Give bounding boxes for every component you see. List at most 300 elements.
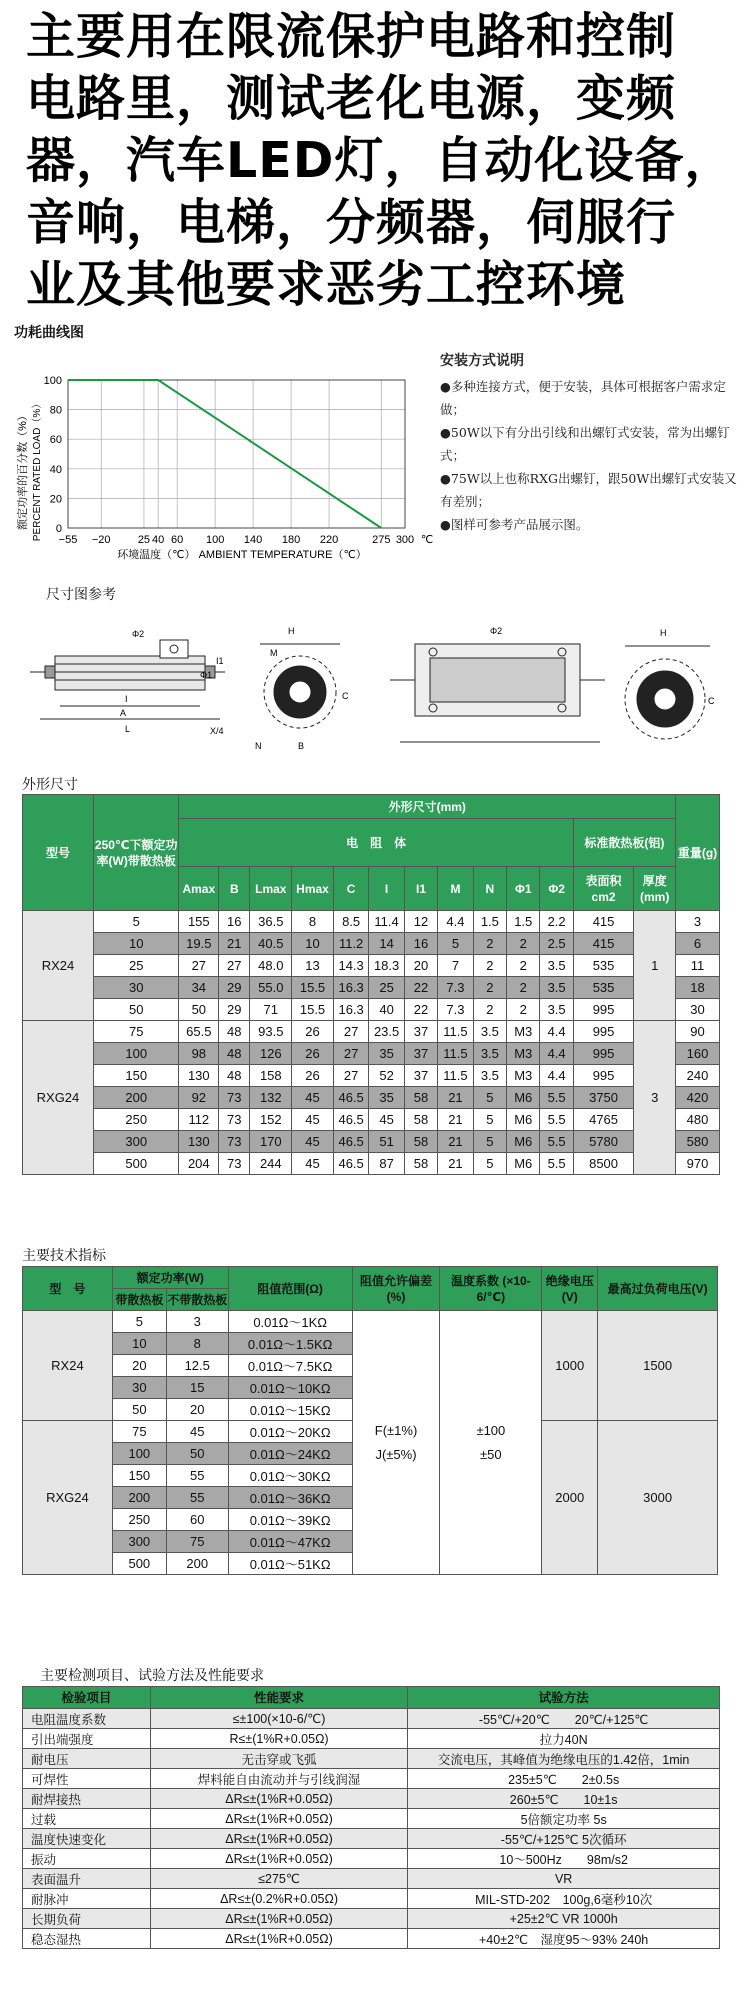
y-tick-label: 80 [49,404,62,417]
table-cell: ΔR≤±(1%R+0.05Ω) [150,1929,408,1949]
insulation-cell: 2000 [542,1421,598,1575]
table-cell: 40 [369,999,404,1021]
col-header: Φ1 [507,867,540,911]
table-cell: 2 [507,933,540,955]
table-cell: 46.5 [333,1109,368,1131]
table-row [23,1809,720,1829]
table-cell: 无击穿或飞弧 [150,1749,408,1769]
table-cell: 535 [573,977,634,999]
table-cell: 23.5 [369,1021,404,1043]
table-cell: 995 [573,1021,634,1043]
col-header: I1 [404,867,437,911]
headline: 主要用在限流保护电路和控制 电路里，测试老化电源，变频 器，汽车LED灯，自动化设备， 音响，电梯，分频器，伺服行 业及其他要求恶劣工控环境 [26,8,735,313]
table-cell: 电阻温度系数 [23,1709,151,1729]
table-cell: 93.5 [250,1021,292,1043]
y-tick-label: 20 [49,493,62,506]
table-cell: 415 [573,933,634,955]
table-cell: 0.01Ω～1.5KΩ [228,1333,352,1355]
dim-label: N [255,741,262,751]
table-cell: 27 [333,1065,368,1087]
table-cell: -55℃/+20℃ 20℃/+125℃ [408,1709,720,1729]
rxg24-end-view [625,646,710,739]
table-cell: 46.5 [333,1153,368,1175]
h-tcr: 温度系数 (×10-6/℃) [440,1267,542,1311]
table-cell: ΔR≤±(1%R+0.05Ω) [150,1789,408,1809]
table-cell: 36.5 [250,911,292,933]
dimension-title: 尺寸图参考 [46,587,116,603]
table-cell: 15.5 [292,999,334,1021]
table-cell: 29 [219,977,250,999]
x-tick-label: −20 [91,534,111,546]
table-cell: 995 [573,1065,634,1087]
table-row [23,1769,720,1789]
table-cell: 5.5 [540,1109,573,1131]
table-cell: 2 [473,999,506,1021]
x-tick-label: 60 [171,534,184,546]
chart-frame [68,380,405,528]
table-cell: 45 [369,1109,404,1131]
table-cell: 27 [333,1043,368,1065]
table-cell: 970 [676,1153,720,1175]
table-row [23,1749,720,1769]
table-cell: 48.0 [250,955,292,977]
table-cell: 6 [676,933,720,955]
install-notes-title: 安装方式说明 [440,353,524,369]
table-cell: 1.5 [473,911,506,933]
table-cell: 引出端强度 [23,1729,151,1749]
table-cell: ΔR≤±(1%R+0.05Ω) [150,1809,408,1829]
table-cell: 16.3 [333,977,368,999]
table-cell: 耐焊接热 [23,1789,151,1809]
table-cell: 58 [404,1153,437,1175]
h-dims: 外形尺寸(mm) [179,795,676,819]
table-cell: 10 [292,933,334,955]
table-row [23,1929,720,1949]
table-cell: 14 [369,933,404,955]
table-cell: 0.01Ω～20KΩ [228,1421,352,1443]
table-cell: 3.5 [473,1021,506,1043]
outline-table [22,794,720,1175]
table-cell: 55 [166,1465,228,1487]
table-cell: 35 [369,1043,404,1065]
tolerance-cell: F(±1%) J(±5%) [352,1311,440,1575]
table-cell: 15.5 [292,977,334,999]
table-cell: 45 [292,1131,334,1153]
table-cell: 3.5 [473,1065,506,1087]
x-tick-label: 140 [243,534,263,546]
table-cell: 2 [473,955,506,977]
dim-label: M [270,648,278,658]
model-cell: RXG24 [23,1421,113,1575]
model-cell: RX24 [23,911,94,1021]
h-weight: 重量(g) [676,795,720,911]
table-cell: 37 [404,1021,437,1043]
table-cell: 204 [179,1153,219,1175]
table-cell: 0.01Ω～30KΩ [228,1465,352,1487]
install-note-item: ●75W以上也称RXG出螺钉，跟50W出螺钉式安装又有差别； [440,471,737,509]
table-cell: 46.5 [333,1131,368,1153]
dim-label: B [298,741,305,751]
table-row [23,1889,720,1909]
dim-label: Φ2 [490,626,503,636]
table-cell: 4.4 [438,911,473,933]
table-cell: 3.5 [473,1043,506,1065]
table-cell: 5 [473,1153,506,1175]
table-cell: 21 [438,1153,473,1175]
table-cell: 5 [473,1087,506,1109]
table-cell: 0.01Ω～15KΩ [228,1399,352,1421]
table-cell: 5 [112,1311,166,1333]
table-cell: 4.4 [540,1065,573,1087]
table-cell: R≤±(1%R+0.05Ω) [150,1729,408,1749]
table-cell: 稳态湿热 [23,1929,151,1949]
test-table [22,1686,720,1949]
table-cell: 8.5 [333,911,368,933]
y-tick-label: 40 [49,463,62,476]
table-cell: 26 [292,1043,334,1065]
table-cell: 温度快速变化 [23,1829,151,1849]
table-cell: 表面温升 [23,1869,151,1889]
chart-grid [68,380,405,528]
table-row [23,1153,720,1175]
table-cell: 55.0 [250,977,292,999]
table-row [23,1729,720,1749]
table-cell: 3.5 [540,977,573,999]
table-cell: 250 [93,1109,179,1131]
col-header: N [473,867,506,911]
y-tick-label: 100 [43,375,62,387]
table-cell: 10 [93,933,179,955]
table-row [23,1709,720,1729]
h-rated: 额定功率(W) [112,1267,228,1289]
col-header: 试验方法 [408,1687,720,1709]
table-cell: 拉力40N [408,1729,720,1749]
table-cell: M6 [507,1153,540,1175]
insulation-cell: 1000 [542,1311,598,1421]
table-cell: 0.01Ω～47KΩ [228,1531,352,1553]
table-row [23,1869,720,1889]
table-cell: 48 [219,1065,250,1087]
col-header: B [219,867,250,911]
table-cell: 20 [404,955,437,977]
derating-curve-line [68,380,381,528]
table-row [23,1849,720,1869]
h-ins: 绝缘电压(V) [542,1267,598,1311]
dim-label: L [125,724,131,734]
table-row [23,1065,720,1087]
table-cell: ΔR≤±(1%R+0.05Ω) [150,1909,408,1929]
x-tick-label: 275 [372,534,391,546]
table-cell: 200 [93,1087,179,1109]
table-cell: 535 [573,955,634,977]
table-cell: 7.3 [438,977,473,999]
table-cell: 46.5 [333,1087,368,1109]
rx24-side-view [30,640,225,719]
table-cell: 耐电压 [23,1749,151,1769]
table-row [23,1311,718,1333]
table-cell: 16 [404,933,437,955]
dim-label: H [660,628,667,638]
table-cell: 3.5 [540,999,573,1021]
y-tick-label: 0 [55,523,62,535]
table-cell: +25±2℃ VR 1000h [408,1909,720,1929]
table-cell: 3 [166,1311,228,1333]
x-tick-label: 100 [205,534,225,546]
model-cell: RX24 [23,1311,113,1421]
h-with: 带散热板 [112,1289,166,1311]
table-cell: 500 [93,1153,179,1175]
h-without: 不带散热板 [166,1289,228,1311]
table-cell: 51 [369,1131,404,1153]
table-cell: 2 [473,933,506,955]
h-overload: 最高过负荷电压(V) [598,1267,718,1311]
table-cell: 73 [219,1109,250,1131]
table-cell: 11 [676,955,720,977]
table-row [23,1043,720,1065]
table-cell: 5.5 [540,1131,573,1153]
table-cell: 25 [369,977,404,999]
table-cell: 87 [369,1153,404,1175]
table-cell: 152 [250,1109,292,1131]
table-cell: 5 [93,911,179,933]
table-cell: 26 [292,1065,334,1087]
table-cell: 35 [369,1087,404,1109]
table-cell: 11.5 [438,1021,473,1043]
table-cell: 11.5 [438,1065,473,1087]
table-cell: VR [408,1869,720,1889]
table-cell: 5 [438,933,473,955]
table-cell: 420 [676,1087,720,1109]
table-cell: 50 [93,999,179,1021]
table-cell: ≤±100(×10-6/℃) [150,1709,408,1729]
col-header: 表面积cm2 [573,867,634,911]
table-cell: 15 [166,1377,228,1399]
table-cell: 18 [676,977,720,999]
table-cell: ≤275℃ [150,1869,408,1889]
x-label: 环境温度（℃） AMBIENT TEMPERATURE（℃） [117,549,367,561]
table-cell: ΔR≤±(0.2%R+0.05Ω) [150,1889,408,1909]
table-cell: 75 [93,1021,179,1043]
table-cell: 45 [292,1087,334,1109]
table-cell: 12 [404,911,437,933]
dim-label: H [288,626,295,636]
table-cell: 10～500Hz 98m/s2 [408,1849,720,1869]
dim-label: C [708,696,715,706]
thickness-cell: 1 [634,911,676,1021]
col-header: 性能要求 [150,1687,408,1709]
table-cell: 22 [404,999,437,1021]
table-cell: 5 [473,1131,506,1153]
table-cell: 11.5 [438,1043,473,1065]
col-header: M [438,867,473,911]
install-notes [440,350,740,536]
table-cell: 焊料能自由流动并与引线润湿 [150,1769,408,1789]
table-cell: 10 [112,1333,166,1355]
col-header: 检验项目 [23,1687,151,1709]
rxg24-side-view [390,644,605,742]
table-cell: 45 [166,1421,228,1443]
overload-cell: 1500 [598,1311,718,1421]
thickness-cell: 3 [634,1021,676,1175]
table-cell: 21 [438,1087,473,1109]
table-cell: 2 [507,955,540,977]
table-cell: 1.5 [507,911,540,933]
power-curve-title: 功耗曲线图 [14,325,84,341]
dim-label: X/4 [210,726,224,736]
table-cell: 22 [404,977,437,999]
table-cell: 18.3 [369,955,404,977]
table-cell: 58 [404,1109,437,1131]
table-row [23,933,720,955]
table-cell: 73 [219,1153,250,1175]
table-cell: 300 [93,1131,179,1153]
table-cell: MIL-STD-202 100g,6毫秒10次 [408,1889,720,1909]
table-cell: 580 [676,1131,720,1153]
dim-label: Φ2 [132,629,145,639]
table-cell: 40.5 [250,933,292,955]
table-cell: 92 [179,1087,219,1109]
table-cell: 11.4 [369,911,404,933]
table-cell: 235±5℃ 2±0.5s [408,1769,720,1789]
x-tick-label: ℃ [420,534,434,546]
h-model: 型号 [23,795,94,911]
table-cell: 4765 [573,1109,634,1131]
table-cell: 5 [473,1109,506,1131]
table-cell: 0.01Ω～39KΩ [228,1509,352,1531]
table-cell: 16 [219,911,250,933]
table-cell: 5780 [573,1131,634,1153]
table-cell: 300 [112,1531,166,1553]
table-row [23,911,720,933]
dim-label: Φ1 [200,670,213,680]
table-cell: 3750 [573,1087,634,1109]
table-cell: M3 [507,1021,540,1043]
table-cell: 260±5℃ 10±1s [408,1789,720,1809]
install-note-item: ●图样可参考产品展示图。 [440,517,589,532]
table-cell: 30 [676,999,720,1021]
table-cell: M6 [507,1109,540,1131]
table-cell: 45 [292,1153,334,1175]
x-tick-label: 220 [319,534,339,546]
y-tick-label: 60 [49,434,62,447]
table-cell: 振动 [23,1849,151,1869]
table-cell: 5.5 [540,1153,573,1175]
table-cell: ΔR≤±(1%R+0.05Ω) [150,1849,408,1869]
table-row [23,1789,720,1809]
table-cell: +40±2℃ 湿度95～93% 240h [408,1929,720,1949]
table-cell: 240 [676,1065,720,1087]
table-cell: 126 [250,1043,292,1065]
table-cell: M6 [507,1087,540,1109]
table-cell: 58 [404,1087,437,1109]
table-cell: 75 [112,1421,166,1443]
table-cell: 30 [112,1377,166,1399]
table-cell: 长期负荷 [23,1909,151,1929]
table-cell: 73 [219,1087,250,1109]
table-cell: 耐脉冲 [23,1889,151,1909]
table-cell: 995 [573,1043,634,1065]
table-cell: 34 [179,977,219,999]
table-cell: 27 [333,1021,368,1043]
h-power: 250℃下额定功率(W)带散热板 [93,795,179,911]
table-cell: 45 [292,1109,334,1131]
table-cell: 71 [250,999,292,1021]
table-cell: 150 [93,1065,179,1087]
table-row [23,1829,720,1849]
table-cell: 21 [438,1109,473,1131]
table-cell: 2.2 [540,911,573,933]
table-cell: 90 [676,1021,720,1043]
table-cell: 0.01Ω～24KΩ [228,1443,352,1465]
table-cell: 交流电压，其峰值为绝缘电压的1.42倍，1min [408,1749,720,1769]
table-cell: 7 [438,955,473,977]
table-cell: 26 [292,1021,334,1043]
table-cell: 2 [507,999,540,1021]
table-cell: 2 [473,977,506,999]
dimension-drawings [20,604,740,774]
table-cell: 100 [112,1443,166,1465]
x-tick-label: −55 [58,534,78,546]
table-cell: 27 [219,955,250,977]
table-cell: 37 [404,1043,437,1065]
h-plate: 标准散热板(铝) [573,819,675,867]
table-cell: -55℃/+125℃ 5次循环 [408,1829,720,1849]
table-row [23,1131,720,1153]
table-cell: 3.5 [540,955,573,977]
table-cell: 132 [250,1087,292,1109]
dim-label: A [120,708,127,718]
table-cell: 73 [219,1131,250,1153]
table-cell: 158 [250,1065,292,1087]
test-table-title: 主要检测项目、试验方法及性能要求 [40,1668,264,1684]
table-cell: 50 [166,1443,228,1465]
table-cell: 21 [438,1131,473,1153]
table-cell: 37 [404,1065,437,1087]
col-header: Hmax [292,867,334,911]
y-label-cn: 额定功率的百分数（%） [17,410,29,530]
table-cell: 25 [93,955,179,977]
model-cell: RXG24 [23,1021,94,1175]
dim-label: C [342,691,349,701]
table-cell: 60 [166,1509,228,1531]
y-ticks [44,375,62,535]
h-range: 阻值范围(Ω) [228,1267,352,1311]
table-cell: 50 [179,999,219,1021]
y-label-en: PERCENT RATED LOAD（%） [32,398,43,542]
table-cell: 0.01Ω～36KΩ [228,1487,352,1509]
table-cell: 50 [112,1399,166,1421]
table-cell: 0.01Ω～1KΩ [228,1311,352,1333]
h-model: 型 号 [23,1267,113,1311]
table-cell: 16.3 [333,999,368,1021]
table-cell: 5.5 [540,1087,573,1109]
table-row [23,955,720,977]
overload-cell: 3000 [598,1421,718,1575]
table-cell: 0.01Ω～51KΩ [228,1553,352,1575]
table-row [23,1021,720,1043]
table-cell: 500 [112,1553,166,1575]
h-tol: 阻值允许偏差(%) [352,1267,440,1311]
table-cell: 11.2 [333,933,368,955]
table-cell: 29 [219,999,250,1021]
table-cell: 112 [179,1109,219,1131]
table-cell: 20 [166,1399,228,1421]
table-cell: 75 [166,1531,228,1553]
spec-table [22,1266,718,1575]
table-cell: 130 [179,1065,219,1087]
table-row [23,977,720,999]
table-cell: 100 [93,1043,179,1065]
